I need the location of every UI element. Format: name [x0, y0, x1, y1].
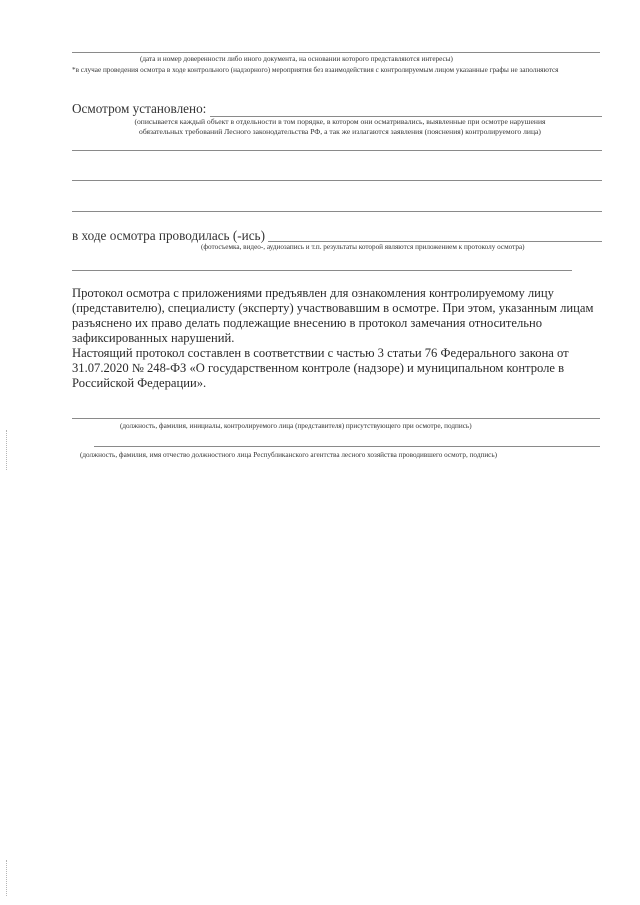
controlled-person-signature-line: [72, 418, 600, 419]
attorney-caption: (дата и номер доверенности либо иного документа, на основании которого представляются интересы): [140, 55, 453, 63]
findings-caption-line-1: (описывается каждый объект в отдельности в том порядке, в котором они осматривались, выявленные при осмотре нарушения: [134, 117, 546, 126]
findings-caption-line-2: обязательных требований Лесного законодательства РФ, а так же излагаются заявления (пояснения) контролируемого лица): [139, 126, 541, 136]
margin-dots-upper: [6, 430, 9, 470]
findings-label: Осмотром установлено:: [72, 101, 207, 116]
findings-line-4: [72, 211, 602, 212]
statement-paragraph-1: Протокол осмотра с приложениями предъявлен для ознакомления контролируемому лицу (представителю), специалисту (эксперту) участвовавшим в осмотре. При этом, указанным лицам разъяснено их право делать подлежащие внесению в протокол замечания относительно зафиксированных нарушений.: [72, 286, 594, 345]
margin-dots-lower: [6, 860, 9, 896]
findings-caption: [70, 117, 610, 136]
findings-line-2: [72, 150, 602, 151]
attorney-line: [72, 52, 600, 53]
statement-paragraph-2: Настоящий протокол составлен в соответствии с частью 3 статьи 76 Федерального закона от 31.07.2020 № 248-ФЗ «О государственном контроле (надзоре) и муниципальном контроле в Российской Федерации».: [72, 346, 569, 390]
official-caption: (должность, фамилия, имя отчество должностного лица Республиканского агентства лесного хозяйства проводившего осмотр, подпись): [80, 451, 498, 459]
methods-label: в ходе осмотра проводилась (-ись): [72, 228, 265, 243]
methods-caption: (фотосъемка, видео-, аудиозапись и т.п. результаты которой являются приложением к протоколу осмотра): [201, 243, 525, 251]
official-signature-line: [94, 446, 600, 447]
methods-line-2: [72, 270, 572, 271]
controlled-person-caption: (должность, фамилия, инициалы, контролируемого лица (представителя) присутствующего при осмотре, подпись): [120, 422, 472, 430]
footnote: *в случае проведения осмотра в ходе контрольного (надзорного) мероприятия без взаимодействия с контролируемым лицом указанные графы не заполняются: [72, 66, 559, 74]
methods-line: [268, 241, 602, 242]
findings-line-3: [72, 180, 602, 181]
